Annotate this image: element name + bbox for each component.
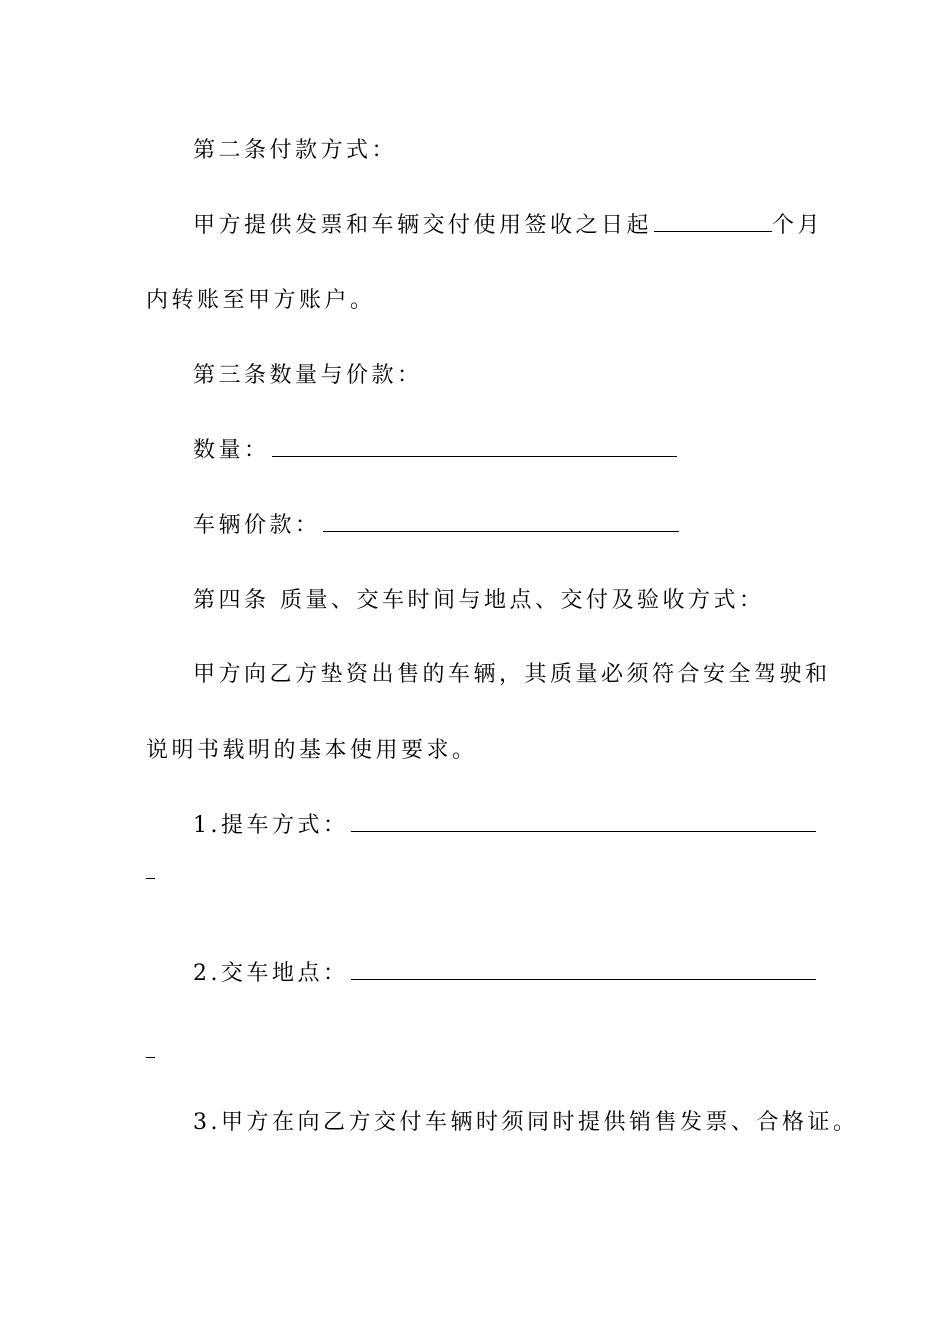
article-3-title: 第三条数量与价款：	[193, 363, 423, 388]
item-1-label: 1.提车方式：	[193, 813, 349, 838]
pickup-method-blank	[351, 811, 816, 832]
item-2-line	[193, 959, 816, 989]
item-3-line: 3.甲方在向乙方交付车辆时须同时提供销售发票、合格证。	[193, 1110, 859, 1135]
price-blank	[323, 511, 679, 532]
article-4-line-1: 甲方向乙方垫资出售的车辆，其质量必须符合安全驾驶和	[193, 662, 831, 687]
quantity-label: 数量：	[193, 438, 270, 463]
article-2-line-2: 内转账至甲方账户。	[146, 288, 376, 313]
item-1-continuation-blank	[146, 878, 155, 879]
article-2-line-1	[193, 211, 823, 241]
article-2-line-1-text: 甲方提供发票和车辆交付使用签收之日起	[193, 213, 653, 238]
article-2-title: 第二条付款方式：	[193, 138, 398, 163]
article-2-line-1-suffix: 个月	[772, 213, 824, 238]
article-4-title: 第四条 质量、交车时间与地点、交付及验收方式：	[193, 588, 765, 613]
item-2-label: 2.交车地点：	[193, 961, 349, 986]
item-1-line	[193, 811, 816, 841]
price-label: 车辆价款：	[193, 513, 321, 538]
article-4-line-2: 说明书载明的基本使用要求。	[146, 738, 478, 763]
item-2-continuation-blank	[146, 1057, 155, 1058]
quantity-line	[193, 436, 677, 466]
price-line	[193, 511, 679, 541]
quantity-blank	[272, 436, 677, 457]
delivery-location-blank	[351, 959, 816, 980]
months-blank	[654, 211, 772, 232]
